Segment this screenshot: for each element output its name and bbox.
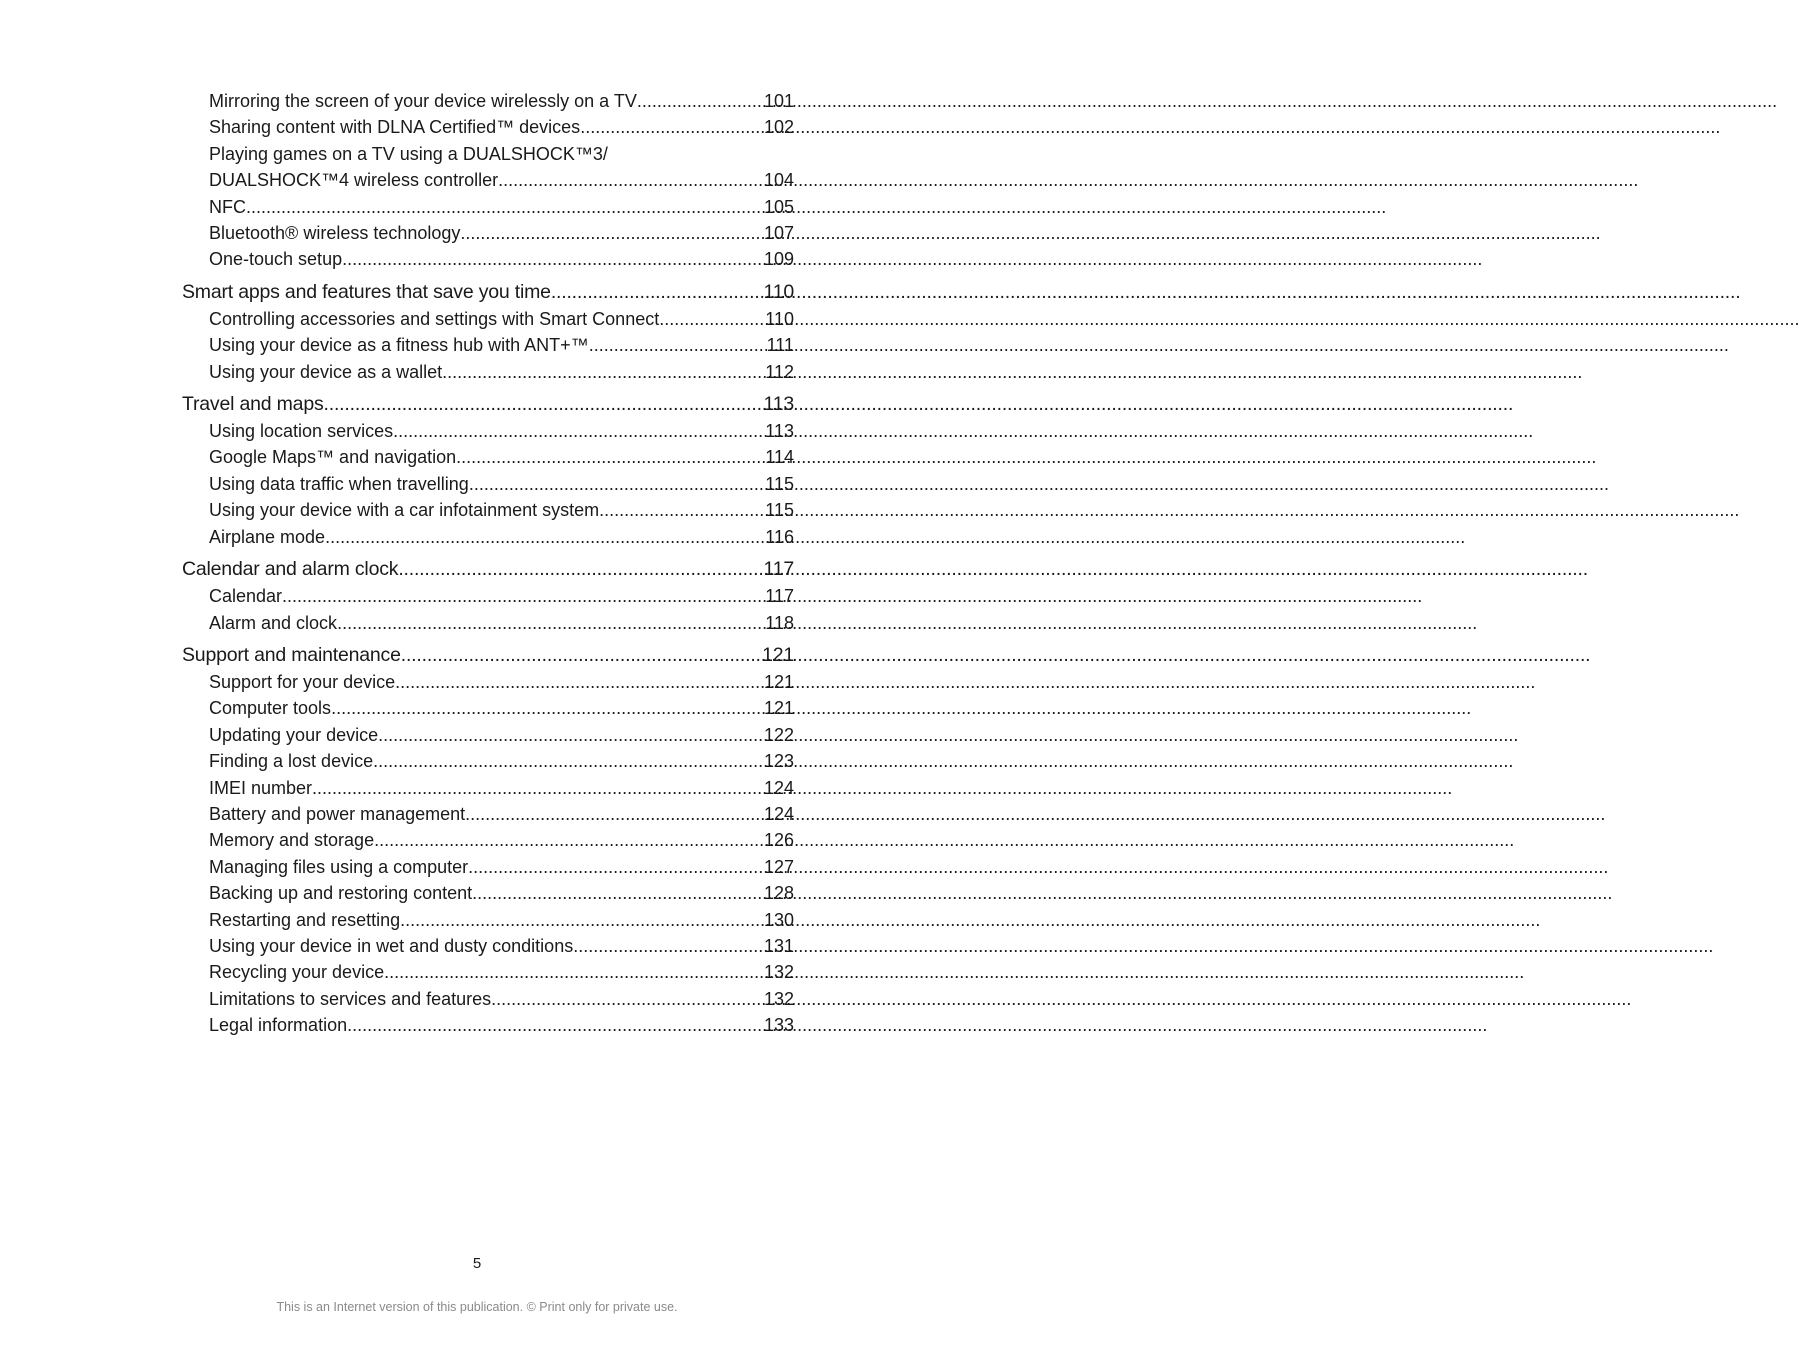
toc-entry-page: 128 (763, 883, 794, 904)
toc-dot-leader (246, 194, 764, 220)
toc-entry-page: 117 (763, 558, 794, 581)
toc-entry-page: 121 (763, 671, 794, 692)
toc-entry-title: Managing files using a computer (209, 856, 469, 877)
toc-subsection-entry[interactable] (182, 524, 794, 550)
toc-dot-leader (573, 933, 764, 959)
toc-entry-title: Memory and storage (209, 830, 375, 851)
toc-entry-page: 132 (763, 962, 794, 983)
toc-entry-page: 113 (765, 421, 794, 442)
toc-entry-page: 104 (763, 170, 794, 191)
toc-subsection-entry[interactable] (182, 959, 794, 985)
toc-entry-page: 123 (763, 751, 794, 772)
toc-entry-title-continuation (209, 167, 794, 193)
toc-subsection-entry[interactable] (182, 610, 794, 636)
toc-entry-title: One-touch setup (209, 249, 343, 270)
toc-subsection-entry[interactable] (182, 444, 794, 470)
toc-dot-leader (384, 959, 764, 985)
toc-entry-page: 112 (765, 361, 794, 382)
toc-entry-title: Limitations to services and features (209, 988, 492, 1009)
toc-dot-leader (460, 220, 764, 246)
toc-dot-leader (637, 88, 764, 114)
toc-entry-title: Restarting and resetting (209, 909, 401, 930)
toc-entry-page: 130 (763, 909, 794, 930)
toc-entry-title: Using your device in wet and dusty conditions (209, 935, 574, 956)
toc-subsection-entry[interactable] (182, 141, 794, 194)
toc-subsection-entry[interactable] (182, 359, 794, 385)
toc-dot-leader (659, 306, 765, 332)
toc-entry-page: 115 (765, 473, 794, 494)
toc-subsection-entry[interactable] (182, 748, 794, 774)
toc-dot-leader (468, 854, 764, 880)
toc-entry-page: 101 (763, 91, 794, 111)
toc-entry-page: 109 (763, 249, 794, 270)
toc-entry-page: 121 (762, 643, 794, 666)
toc-subsection-entry[interactable] (182, 854, 794, 880)
toc-subsection-entry[interactable] (182, 246, 794, 272)
table-of-contents (182, 88, 794, 1039)
toc-subsection-entry[interactable] (182, 418, 794, 444)
toc-entry-title: Sharing content with DLNA Certified™ devices (209, 117, 581, 138)
toc-entry-title: Support and maintenance (182, 643, 401, 666)
toc-entry-title: Updating your device (209, 724, 379, 745)
toc-entry-title: Google Maps™ and navigation (209, 447, 457, 468)
toc-subsection-entry[interactable] (182, 907, 794, 933)
toc-subsection-entry[interactable] (182, 880, 794, 906)
toc-subsection-entry[interactable] (182, 722, 794, 748)
toc-dot-leader (400, 907, 764, 933)
toc-dot-leader (373, 748, 764, 774)
toc-entry-page: 102 (763, 117, 794, 138)
toc-entry-title: Travel and maps (182, 393, 324, 416)
toc-dot-leader (331, 695, 764, 721)
toc-subsection-entry[interactable] (182, 827, 794, 853)
toc-dot-leader (282, 583, 765, 609)
footer-note: This is an Internet version of this publication. © Print only for private use. (276, 1300, 678, 1314)
toc-entry-page: 116 (765, 526, 794, 547)
toc-entry-page: 117 (765, 586, 794, 607)
toc-entry-page: 124 (763, 777, 794, 798)
toc-entry-page: 118 (765, 612, 794, 633)
toc-entry-page: 133 (763, 1015, 794, 1036)
toc-subsection-entry[interactable] (182, 583, 794, 609)
toc-entry-page: 115 (765, 500, 794, 521)
toc-dot-leader (401, 642, 762, 669)
toc-dot-leader (325, 524, 765, 550)
toc-section-entry[interactable] (182, 279, 794, 306)
toc-dot-leader (589, 332, 767, 358)
toc-entry-title: Support for your device (209, 671, 396, 692)
toc-entry-page: 107 (763, 223, 794, 244)
toc-entry-title: NFC (209, 196, 246, 217)
toc-entry-title: Recycling your device (209, 962, 385, 983)
toc-subsection-entry[interactable] (182, 775, 794, 801)
toc-entry-title: Mirroring the screen of your device wirelessly on a TV (209, 91, 637, 111)
toc-dot-leader (580, 114, 764, 140)
toc-dot-leader (347, 1012, 764, 1038)
toc-entry-title: Legal information (209, 1015, 348, 1036)
toc-entry-title: Controlling accessories and settings with Smart Connect (209, 308, 660, 329)
toc-entry-title: Alarm and clock (209, 612, 338, 633)
toc-dot-leader (398, 556, 763, 583)
toc-dot-leader (442, 359, 765, 385)
toc-subsection-entry[interactable] (182, 695, 794, 721)
toc-subsection-entry[interactable] (182, 1012, 794, 1038)
toc-subsection-entry[interactable] (182, 114, 794, 140)
toc-dot-leader (465, 801, 764, 827)
toc-entry-title: Computer tools (209, 698, 332, 719)
toc-dot-leader (469, 471, 765, 497)
toc-subsection-entry[interactable] (182, 801, 794, 827)
toc-entry-title: Backing up and restoring content (209, 883, 473, 904)
toc-dot-leader (472, 880, 764, 906)
toc-entry-title: Playing games on a TV using a DUALSHOCK™3/ (209, 143, 608, 164)
toc-subsection-entry[interactable] (182, 332, 794, 358)
toc-entry-title: Smart apps and features that save you time (182, 280, 551, 303)
toc-subsection-entry[interactable] (182, 933, 794, 959)
toc-dot-leader (491, 986, 764, 1012)
toc-dot-leader (374, 827, 764, 853)
toc-subsection-entry[interactable] (182, 306, 794, 332)
toc-subsection-entry[interactable] (182, 986, 794, 1012)
toc-dot-leader (342, 246, 764, 272)
toc-dot-leader (324, 391, 764, 418)
toc-entry-page: 131 (763, 935, 794, 956)
toc-section-entry[interactable] (182, 642, 794, 669)
toc-dot-leader (551, 279, 764, 306)
toc-entry-page: 113 (763, 393, 794, 416)
toc-dot-leader (337, 610, 765, 636)
toc-entry-title: Using data traffic when travelling (209, 473, 469, 494)
toc-entry-title: IMEI number (209, 777, 313, 798)
toc-entry-title: Finding a lost device (209, 751, 374, 772)
toc-subsection-entry[interactable] (182, 471, 794, 497)
toc-entry-page: 124 (763, 803, 794, 824)
toc-section-entry[interactable] (182, 391, 794, 418)
toc-dot-leader (498, 167, 764, 193)
toc-entry-title: Bluetooth® wireless technology (209, 223, 461, 244)
toc-entry-page: 110 (763, 280, 794, 303)
toc-entry-page: 126 (763, 830, 794, 851)
toc-entry-page: 127 (763, 856, 794, 877)
toc-entry-page: 105 (763, 196, 794, 217)
toc-entry-page: 122 (763, 724, 794, 745)
toc-subsection-entry[interactable] (182, 669, 794, 695)
toc-entry-page: 132 (763, 988, 794, 1009)
toc-entry-page: 114 (765, 447, 794, 468)
toc-subsection-entry[interactable] (182, 88, 794, 114)
toc-dot-leader (599, 497, 765, 523)
toc-entry-title: Airplane mode (209, 526, 326, 547)
toc-dot-leader (395, 669, 764, 695)
toc-entry-title: Using your device with a car infotainment system (209, 500, 600, 521)
toc-section-entry[interactable] (182, 556, 794, 583)
toc-subsection-entry[interactable] (182, 220, 794, 246)
toc-dot-leader (393, 418, 765, 444)
toc-entry-page: 110 (765, 308, 794, 329)
toc-entry-title: Using location services (209, 421, 394, 442)
toc-entry-title: Calendar (209, 586, 283, 607)
toc-entry-title: Using your device as a wallet (209, 361, 443, 382)
toc-subsection-entry[interactable] (182, 497, 794, 523)
toc-subsection-entry[interactable] (182, 194, 794, 220)
toc-entry-title-line2: DUALSHOCK™4 wireless controller (209, 170, 499, 191)
page-number: 5 (472, 1255, 482, 1272)
toc-dot-leader (312, 775, 764, 801)
toc-dot-leader (378, 722, 764, 748)
toc-entry-page: 111 (766, 335, 794, 356)
toc-entry-title: Using your device as a fitness hub with ANT+™ (209, 335, 589, 356)
toc-entry-page: 121 (763, 698, 794, 719)
toc-entry-title: Calendar and alarm clock (182, 558, 399, 581)
toc-dot-leader (456, 444, 765, 470)
toc-entry-title: Battery and power management (209, 803, 466, 824)
